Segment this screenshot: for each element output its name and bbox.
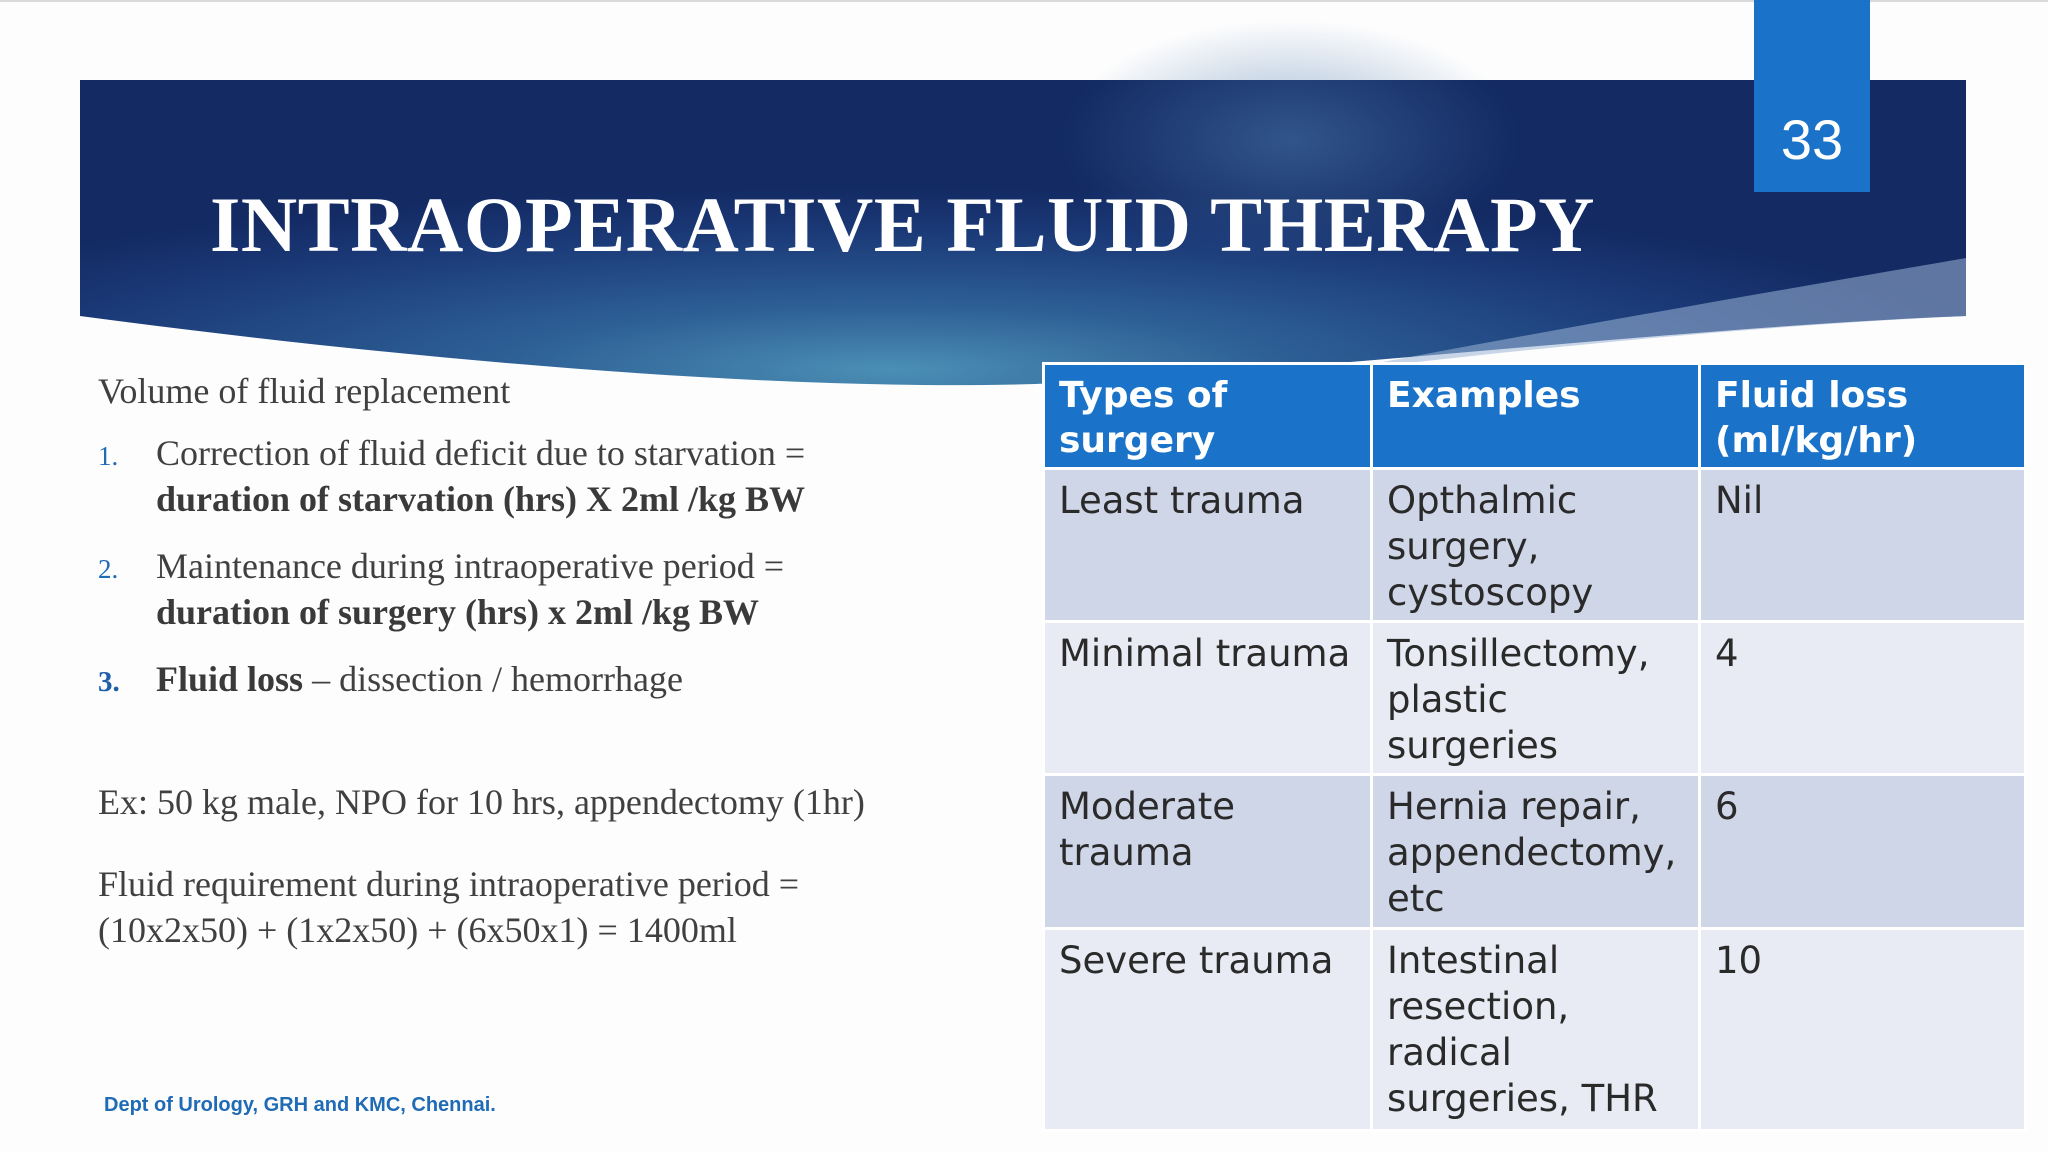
slide-number-box: [1754, 0, 1870, 192]
example-text: Ex: 50 kg male, NPO for 10 hrs, appendectomy (1hr): [98, 782, 865, 822]
table: [1042, 362, 2027, 1132]
requirement-line-2: (10x2x50) + (1x2x50) + (6x50x1) = 1400ml: [98, 910, 737, 950]
list-number: 2.: [98, 554, 119, 584]
list-number: 3.: [98, 666, 120, 698]
table-header-row: [1044, 364, 2026, 469]
table-cell: Tonsillectomy, plastic surgeries: [1372, 622, 1700, 775]
table-row: [1044, 775, 2026, 929]
slide-number: 33: [1780, 108, 1844, 171]
intro-text: Volume of fluid replacement: [98, 371, 511, 411]
list-item-text: Correction of fluid deficit due to starvation =: [156, 433, 806, 473]
fluid-loss-table: [1042, 362, 2024, 1132]
table-row: [1044, 469, 2026, 622]
table-cell: Least trauma: [1044, 469, 1372, 622]
column-header: Fluid loss (ml/kg/hr): [1700, 364, 2026, 469]
table-cell: Hernia repair, appendectomy, etc: [1372, 775, 1700, 929]
list-item-heading: Fluid loss: [156, 659, 304, 699]
table-row: [1044, 929, 2026, 1131]
list-item: [98, 543, 998, 635]
list-item-text: Maintenance during intraoperative period =: [156, 546, 785, 586]
table-cell: Moderate trauma: [1044, 775, 1372, 929]
list-item: [98, 430, 998, 522]
table-cell: 4: [1700, 622, 2026, 775]
list-item: [98, 656, 998, 702]
calculation-list: [98, 430, 998, 702]
slide-title: INTRAOPERATIVE FLUID THERAPY: [210, 181, 1595, 268]
list-number: 1.: [98, 441, 119, 471]
list-item-formula: duration of surgery (hrs) x 2ml /kg BW: [156, 592, 759, 632]
table-cell: Intestinal resection, radical surgeries, THR: [1372, 929, 1700, 1131]
footer-text: Dept of Urology, GRH and KMC, Chennai.: [104, 1094, 496, 1116]
table-cell: Severe trauma: [1044, 929, 1372, 1131]
table-cell: Opthalmic surgery, cystoscopy: [1372, 469, 1700, 622]
table-cell: 10: [1700, 929, 2026, 1131]
requirement-line-1: Fluid requirement during intraoperative period =: [98, 864, 800, 904]
list-item-text: – dissection / hemorrhage: [303, 659, 683, 699]
requirement-text: [98, 861, 998, 953]
table-cell: Nil: [1700, 469, 2026, 622]
column-header: Types of surgery: [1044, 364, 1372, 469]
list-item-formula: duration of starvation (hrs) X 2ml /kg BW: [156, 479, 806, 519]
table-cell: 6: [1700, 775, 2026, 929]
table-row: [1044, 622, 2026, 775]
body-text: [98, 368, 998, 989]
column-header: Examples: [1372, 364, 1700, 469]
table-cell: Minimal trauma: [1044, 622, 1372, 775]
